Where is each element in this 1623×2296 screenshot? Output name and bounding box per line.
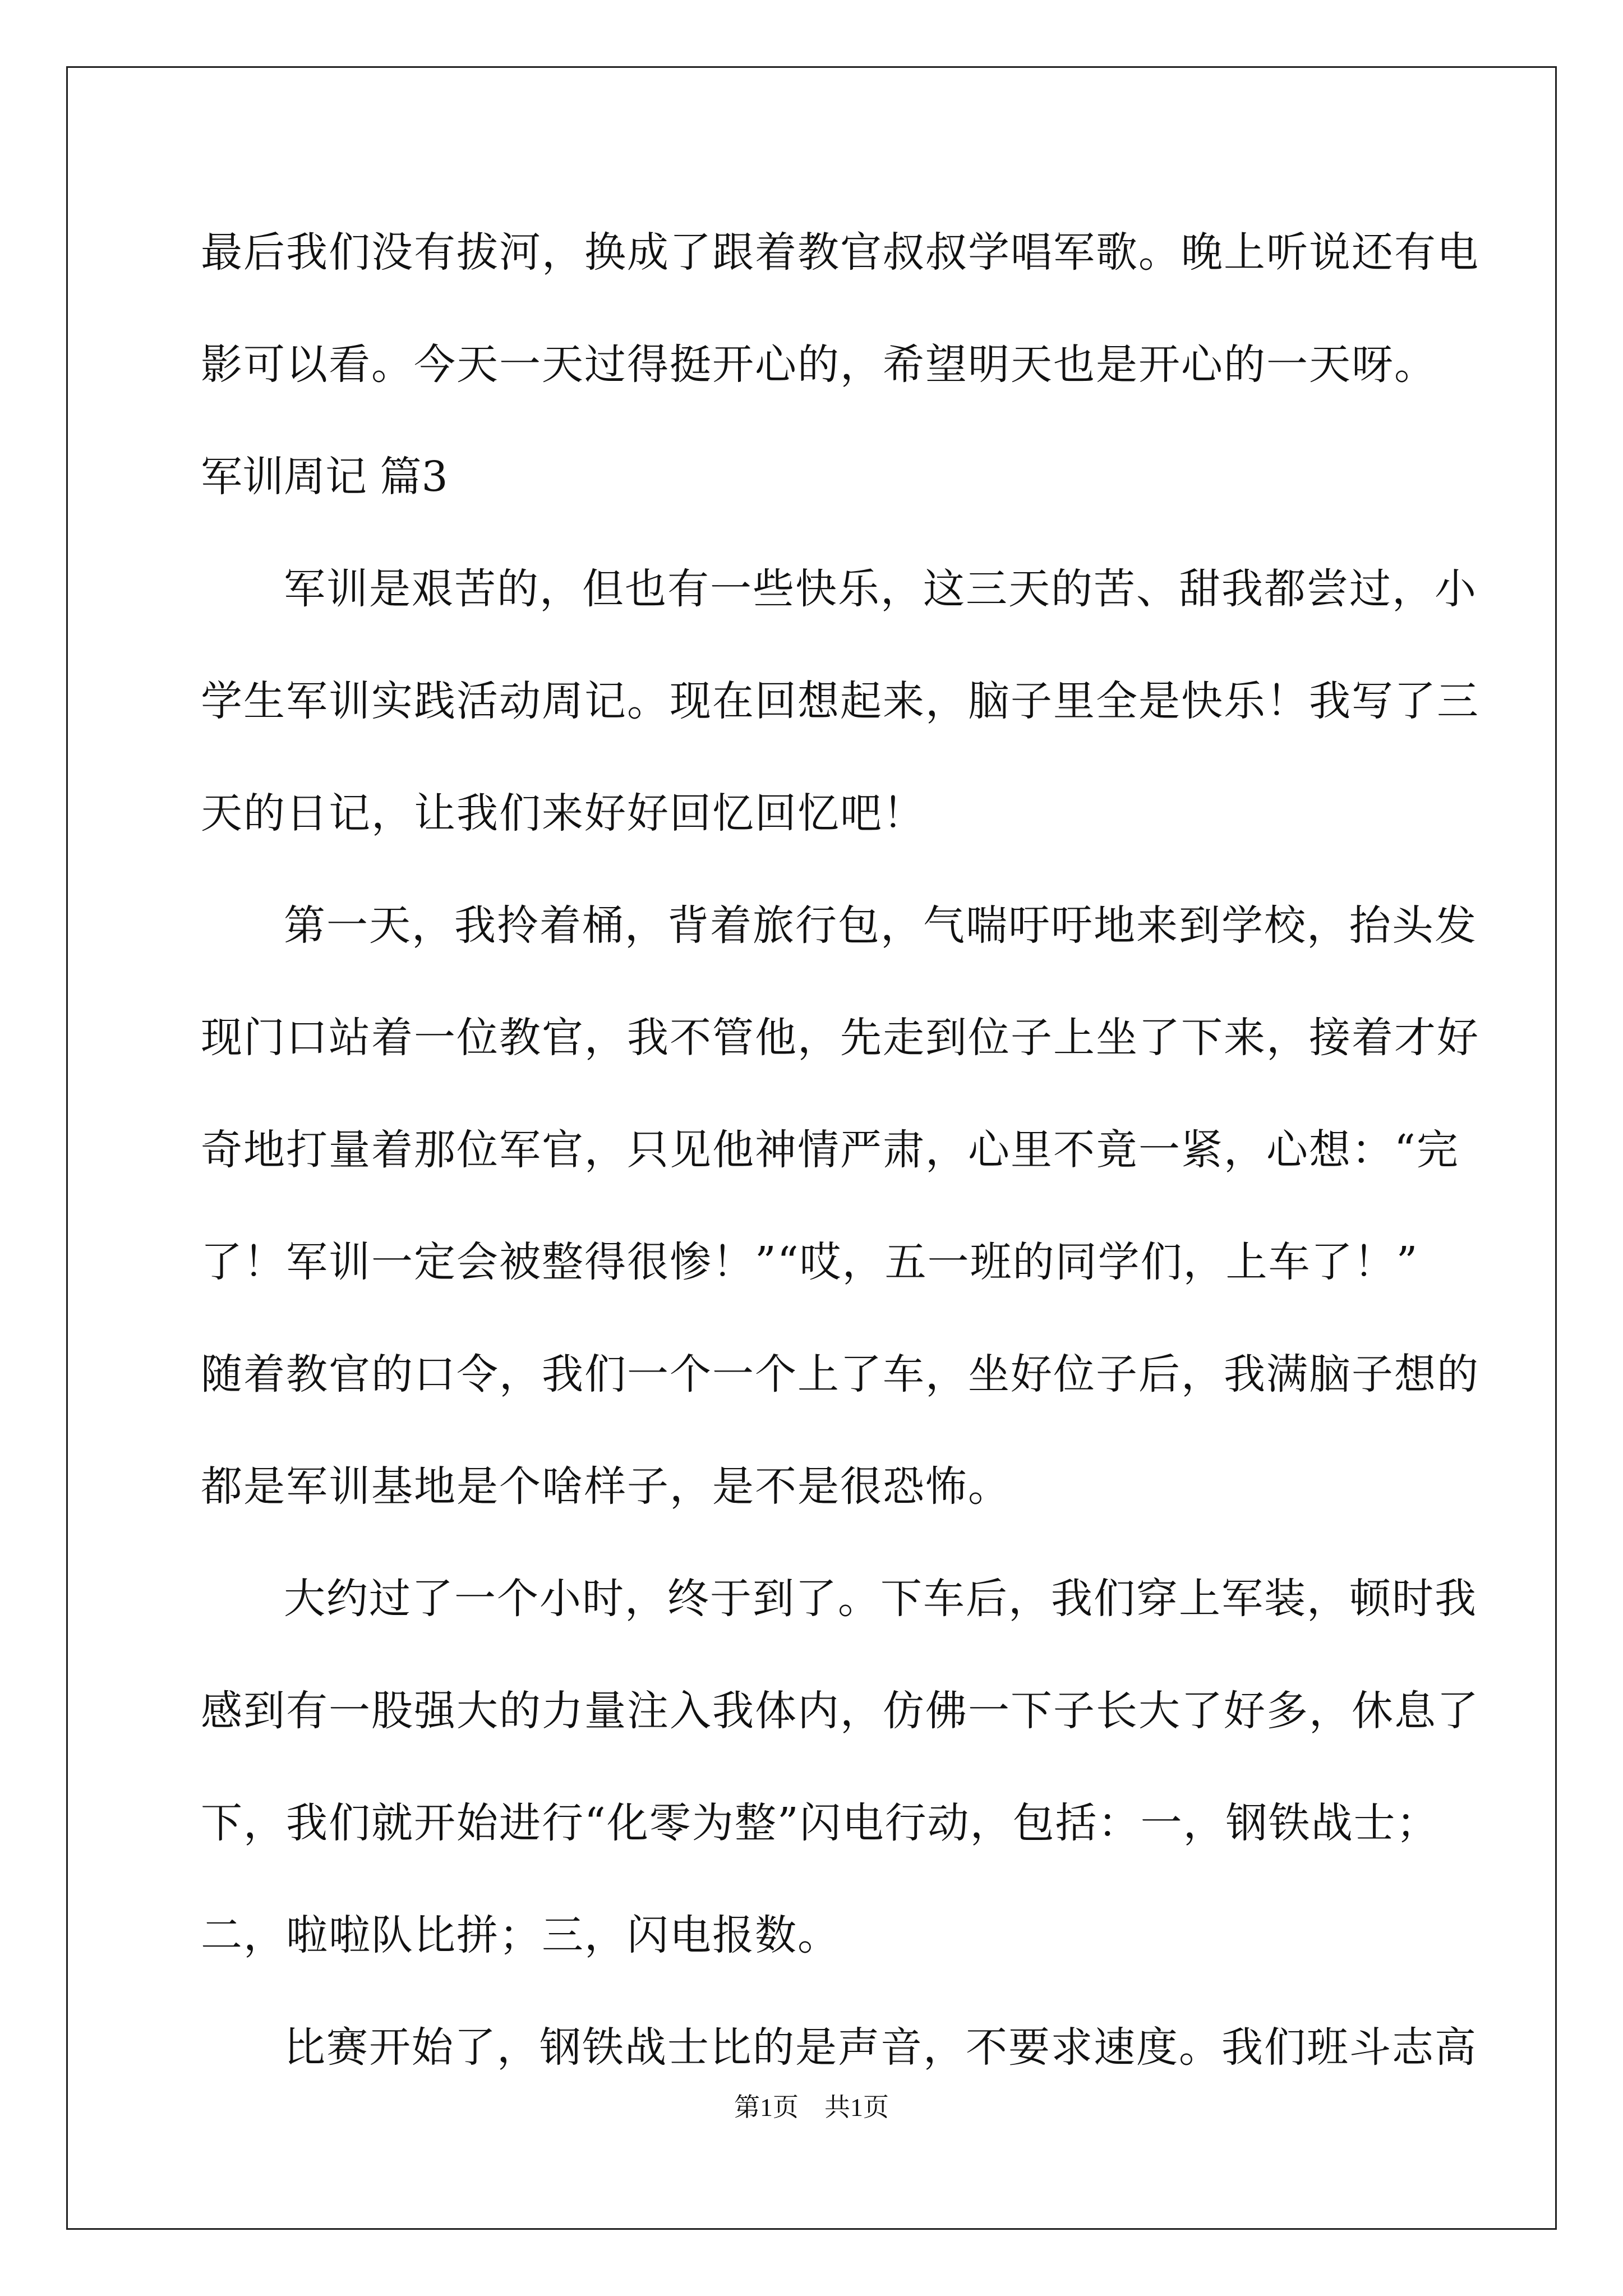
paragraph-line: 都是军训基地是个啥样子，是不是很恐怖。: [201, 1462, 1011, 1511]
text-line-2: 影可以看。今天一天过得挺开心的，希望明天也是开心的一天呀。: [201, 341, 1437, 389]
paragraph-line: 感到有一股强大的力量注入我体内，仿佛一下子长大了好多，休息了: [201, 1687, 1479, 1735]
paragraph-line: 比赛开始了，钢铁战士比的是声音，不要求速度。我们班斗志高: [284, 2023, 1477, 2072]
paragraph-line: 军训是艰苦的，但也有一些快乐，这三天的苦、甜我都尝过，小: [284, 565, 1477, 613]
paragraph-line: 现门口站着一位教官，我不管他，先走到位子上坐了下来，接着才好: [201, 1014, 1479, 1062]
page-number-footer: 第1页 共1页: [734, 2093, 889, 2122]
paragraph-line: 天的日记，让我们来好好回忆回忆吧！: [201, 789, 925, 838]
paragraph-line: 随着教官的口令，我们一个一个上了车，坐好位子后，我满脑子想的: [201, 1350, 1479, 1398]
paragraph-line: 大约过了一个小时，终于到了。下车后，我们穿上军装，顿时我: [284, 1575, 1477, 1623]
paragraph-line: 二，啦啦队比拼；三，闪电报数。: [201, 1911, 840, 1959]
text-line-1: 最后我们没有拔河，换成了跟着教官叔叔学唱军歌。晚上听说还有电: [201, 228, 1479, 277]
paragraph-line: 奇地打量着那位军官，只见他神情严肃，心里不竟一紧，心想：“完: [201, 1126, 1459, 1174]
paragraph-line: 学生军训实践活动周记。现在回想起来，脑子里全是快乐！我写了三: [201, 677, 1479, 725]
section-heading: 军训周记 篇3: [201, 453, 448, 501]
paragraph-line: 第一天，我拎着桶，背着旅行包，气喘吁吁地来到学校，抬头发: [284, 901, 1477, 950]
document-body: [201, 213, 1479, 2120]
paragraph-line: 下，我们就开始进行“化零为整”闪电行动，包括：一，钢铁战士；: [201, 1799, 1439, 1847]
paragraph-line: 了！军训一定会被整得很惨！”“哎，五一班的同学们，上车了！”: [201, 1238, 1419, 1286]
